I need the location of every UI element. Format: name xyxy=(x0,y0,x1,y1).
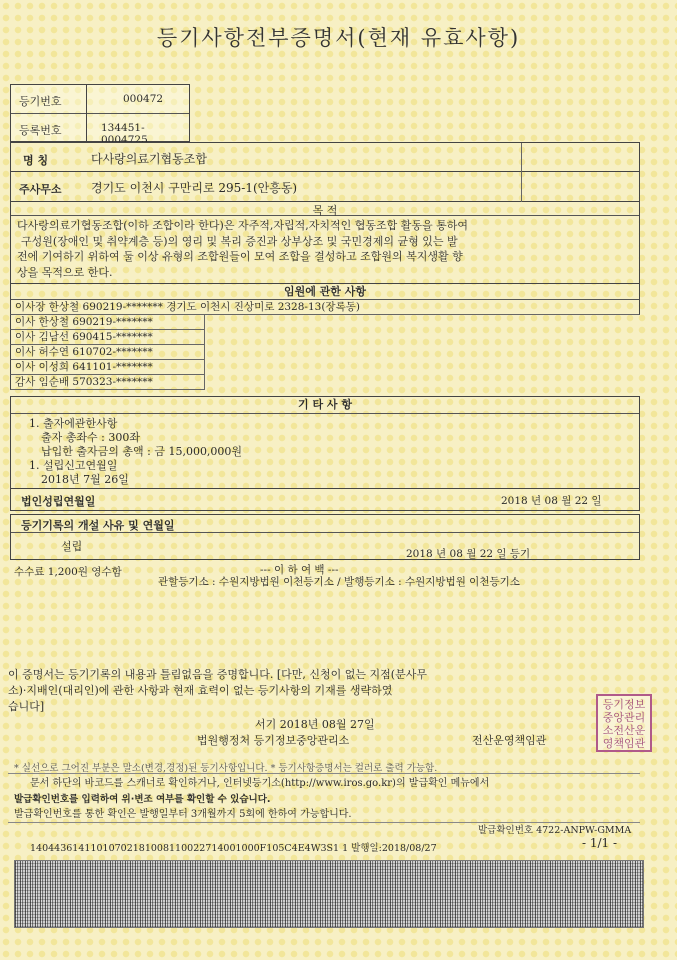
officer-row: 이사 한상철 690219-******* xyxy=(10,315,205,330)
certify-text xyxy=(8,667,588,715)
officer-row: 이사 허수연 610702-******* xyxy=(10,345,205,360)
name-value: 다사랑의료기협동조합 xyxy=(91,152,207,166)
seal-line: 소전산운 xyxy=(602,724,646,737)
record-no-label: 등록번호 xyxy=(19,124,62,137)
seal-line: 중앙관리 xyxy=(602,711,646,724)
established-date: 2018 년 08 월 22 일 xyxy=(501,495,602,507)
code-line: 14044361411010702181008110022714001000F105C4E4W3S1 1 발행일:2018/08/27 xyxy=(30,843,437,854)
certify-line: 습니다] xyxy=(8,700,45,713)
other-line: 납입한 출자금의 총액 : 금 15,000,000원 xyxy=(41,445,243,458)
certify-line: 소)·지배인(대리인)에 관한 사항과 현재 효력이 없는 등기사항의 기재를 생략하였 xyxy=(8,684,393,697)
document-title: 등기사항전부증명서(현재 유효사항) xyxy=(156,26,521,50)
reg-no-label: 등기번호 xyxy=(19,95,62,108)
reg-reason-value: 설립 xyxy=(61,540,83,553)
verify-number: 발급확인번호 4722-ANPW-GMMA xyxy=(478,825,632,836)
officers-section xyxy=(10,284,640,390)
reg-reason-section xyxy=(10,514,640,560)
other-line: 1. 출자에관한사항 xyxy=(29,417,118,430)
reg-reason-date: 2018 년 08 월 22 일 등기 xyxy=(406,548,531,560)
verification-barcode xyxy=(14,860,644,928)
seal-line: 등기정보 xyxy=(602,698,646,711)
note-line: 문서 하단의 바코드를 스캐너로 확인하거나, 인터넷등기소(http://www.iros.go.kr)의 발급확인 메뉴에서 xyxy=(30,778,490,789)
note-line: 발급확인번호를 입력하여 위·변조 여부를 확인할 수 있습니다. xyxy=(14,793,271,805)
other-section xyxy=(10,396,640,489)
blank-mark: --- 이 하 여 백 --- xyxy=(260,564,339,576)
established-row xyxy=(10,489,640,511)
note-line: 발급확인번호를 통한 확인은 발행일부터 3개월까지 5회에 한하여 가능합니다. xyxy=(14,809,352,820)
address-label: 주사무소 xyxy=(19,183,62,196)
address-row xyxy=(10,172,640,202)
purpose-line: 전에 기여하기 위하여 둘 이상 유형의 조합원들이 모여 조합을 결성하고 조합원의 복지생활 향 xyxy=(17,250,463,263)
reg-no-value: 000472 xyxy=(123,93,164,105)
issue-date: 서기 2018년 08월 27일 xyxy=(255,718,375,731)
record-no-value: 134451-0004725 xyxy=(101,122,148,146)
officer-row: 감사 임순배 570323-******* xyxy=(10,375,205,390)
other-line: 1. 설립신고연월일 xyxy=(29,459,118,472)
other-header: 기 타 사 항 xyxy=(11,397,639,414)
seal-line: 영책임관 xyxy=(602,737,646,750)
officers-header: 임원에 관한 사항 xyxy=(10,284,640,300)
officer-title: 전산운영책임관 xyxy=(472,734,547,747)
officer-row: 이사장 한상철 690219-******* 경기도 이천시 진상미로 2328-13(장록동) xyxy=(10,300,640,315)
fee-text: 수수료 1,200원 영수함 xyxy=(14,566,122,578)
purpose-line: 다사랑의료기협동조합(이하 조합이라 한다)은 자주적,자립적,자치적인 협동조합 활동을 통하여 xyxy=(17,219,468,232)
purpose-line: 상을 목적으로 한다. xyxy=(17,265,113,279)
officer-row: 이사 이성희 641101-******* xyxy=(10,360,205,375)
note-top: * 실선으로 그어진 부분은 말소(변경,경정)된 등기사항입니다. * 등기사항증명서는 컬러로 출력 가능함. xyxy=(14,763,438,774)
purpose-header: 목 적 xyxy=(11,202,639,216)
established-label: 법인성립연월일 xyxy=(21,495,96,508)
officer-row: 이사 김남선 690415-******* xyxy=(10,330,205,345)
address-value: 경기도 이천시 구만리로 295-1(안흥동) xyxy=(91,181,298,195)
page-number: - 1/1 - xyxy=(582,836,618,850)
name-row xyxy=(10,142,640,172)
notes-box xyxy=(8,773,640,823)
official-seal xyxy=(596,694,652,752)
issuer: 법원행정처 등기정보중앙관리소 xyxy=(197,734,350,747)
purpose-line: 구성원(장애인 및 취약계층 등)의 영리 및 복리 증진과 상부상조 및 국민경제의 균형 있는 발 xyxy=(21,234,458,248)
reg-reason-label: 등기기록의 개설 사유 및 연월일 xyxy=(21,519,175,532)
officers-list xyxy=(10,300,360,390)
certify-line: 이 증명서는 등기기록의 내용과 틀림없음을 증명합니다. [다만, 신청이 없는 지점(분사무 xyxy=(8,668,427,681)
registration-box xyxy=(10,84,190,146)
other-line: 출자 총좌수 : 300좌 xyxy=(41,431,140,444)
other-line: 2018년 7월 26일 xyxy=(41,473,129,486)
purpose-section xyxy=(10,202,640,284)
office-line: 관할등기소 : 수원지방법원 이천등기소 / 발행등기소 : 수원지방법원 이천등기소 xyxy=(158,576,520,588)
name-label: 명 칭 xyxy=(23,154,49,167)
